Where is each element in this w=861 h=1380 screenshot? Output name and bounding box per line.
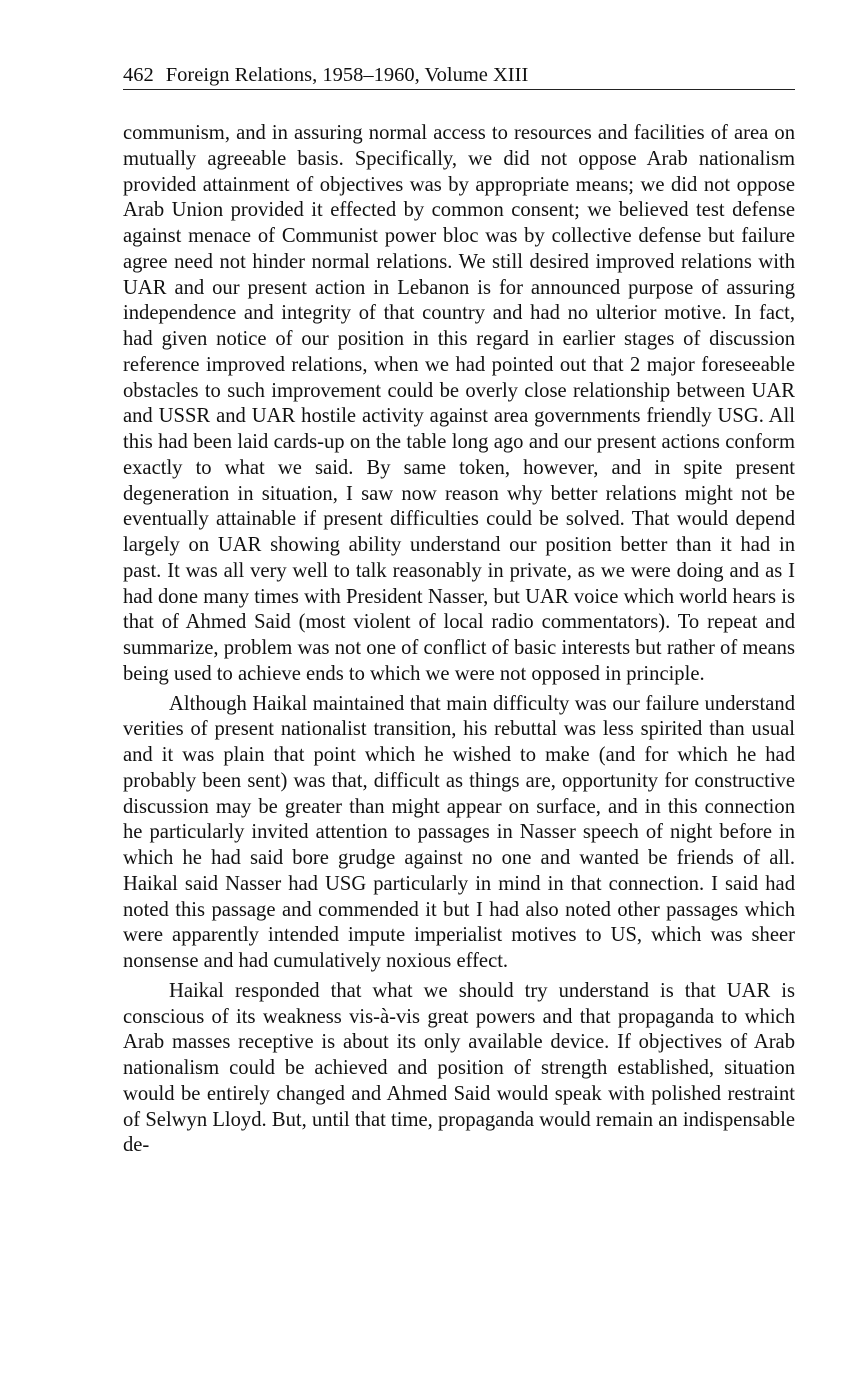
running-head	[123, 62, 795, 90]
running-title: Foreign Relations, 1958–1960, Volume XIII	[165, 64, 529, 86]
paragraph-1: communism, and in assuring normal access to resources and facilities of area on mutually agreeable basis. Specifically, we did not oppose Arab nationalism provided attainment of objectives was by appropriate means; we did not oppose Arab Union provided it effected by common consent; we believed test defense against menace of Communist power bloc was by collective defense but failure agree need not hinder normal relations. We still desired improved relations with UAR and our present action in Lebanon is for announced purpose of assuring independence and integrity of that country and had no ulterior motive. In fact, had given notice of our position in this regard in earlier stages of discussion reference improved relations, when we had pointed out that 2 major foreseeable obstacles to such improvement could be overly close relationship between UAR and USSR and UAR hostile activity against area governments friendly USG. All this had been laid cards-up on the table long ago and our present actions conform exactly to what we said. By same token, however, and in spite present degeneration in situation, I saw now reason why better relations might not be eventually attainable if present difficulties could be solved. That would depend largely on UAR showing ability understand our position better than it had in past. It was all very well to talk reasonably in private, as we were doing and as I had done many times with President Nasser, but UAR voice which world hears is that of Ahmed Said (most violent of local radio commentators). To repeat and summarize, problem was not one of conflict of basic interests but rather of means being used to achieve ends to which we were not opposed in principle.	[123, 122, 795, 685]
document-page	[123, 62, 795, 1159]
paragraph-2: Although Haikal maintained that main difficulty was our failure understand verities of present nationalist transition, his rebuttal was less spirited than usual and it was plain that point which he wished to make (and for which he had probably been sent) was that, difficult as things are, opportunity for constructive discussion may be greater than might appear on surface, and in this connection he particularly invited attention to passages in Nasser speech of night before in which he had said bore grudge against no one and wanted be friends of all. Haikal said Nasser had USG particularly in mind in that connection. I said had noted this passage and commended it but I had also noted other passages which were apparently intended impute imperialist motives to US, which was sheer nonsense and had cumulatively noxious effect.	[123, 692, 795, 972]
paragraph-3: Haikal responded that what we should try understand is that UAR is conscious of its weakness vis-à-vis great powers and that propaganda to which Arab masses receptive is about its only available device. If objectives of Arab nationalism could be achieved and position of strength established, situation would be entirely changed and Ahmed Said would speak with polished restraint of Selwyn Lloyd. But, until that time, propaganda would remain an indispensable de-	[123, 979, 795, 1157]
page-number: 462	[123, 64, 154, 86]
body-text	[123, 121, 795, 1159]
